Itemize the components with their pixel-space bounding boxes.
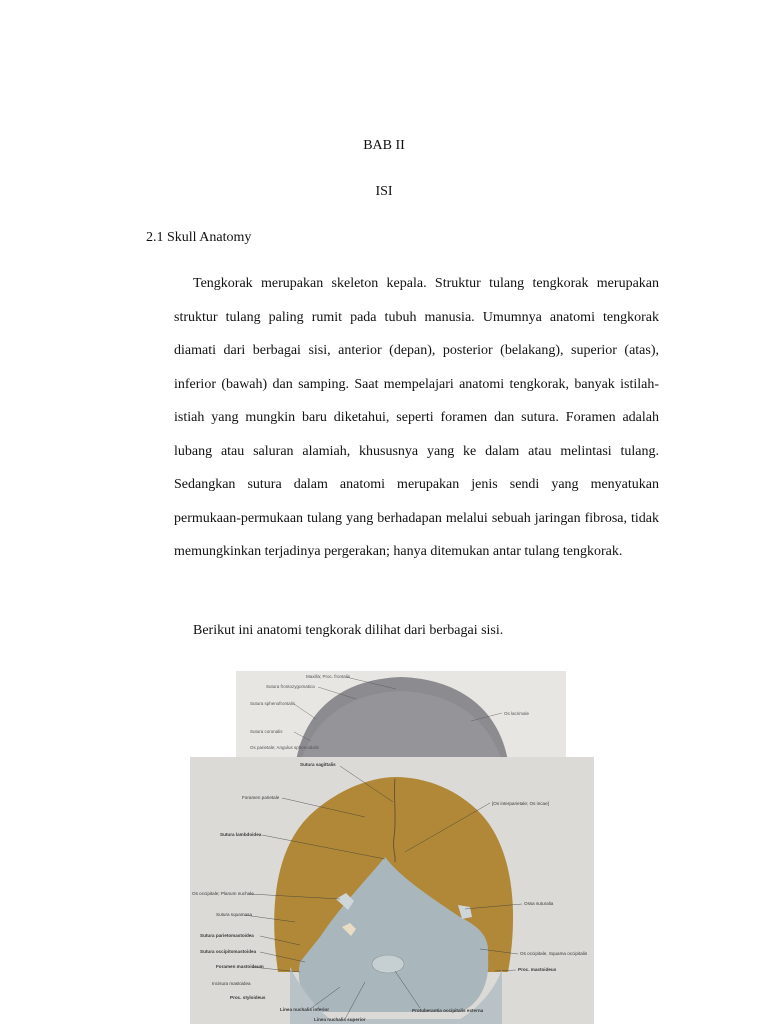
fig-bottom-label: Proc. mastoideus <box>518 967 557 972</box>
fig-top-label: Os parietale; Angulus sphenoidalis <box>250 745 320 750</box>
fig-bottom-label: Proc. styloideus <box>230 995 266 1000</box>
fig-bottom-label: Sutura parietomastoidea <box>200 933 254 938</box>
fig-bottom-label: [Os interparietale; Os incae] <box>492 801 549 806</box>
fig-bottom-label: Linea nuchalis inferior <box>280 1007 330 1012</box>
subsection-heading: 2.1 Skull Anatomy <box>146 230 252 245</box>
fig-bottom-label: Linea nuchalis superior <box>314 1017 366 1022</box>
fig-bottom-label: Ossa suturalia <box>524 901 554 906</box>
skull-figure-posterior <box>190 757 594 1024</box>
body-paragraph: Tengkorak merupakan skeleton kepala. Struktur tulang tengkorak merupakan struktur tulang paling rumit pada tubuh manusia. Umumnya anatomi tengkorak diamati dari berbagai sisi, anterior (depan), posterior (belakang), superior (atas), inferior (bawah) dan samping. Saat mempelajari anatomi tengkorak, banyak istilah-istiah yang mungkin baru diketahui, seperti foramen dan sutura. Foramen adalah lubang atau saluran alamiah, khususnya yang ke dalam atau melintasi tulang. Sedangkan sutura dalam anatomi merupakan jenis sendi yang menyatukan permukaan-permukaan tulang yang berhadapan melalui sebuah jaringan fibrosa, tidak memungkinkan terjadinya pergerakan; hanya ditemukan antar tulang tengkorak. <box>174 276 659 559</box>
section-title: ISI <box>375 184 393 199</box>
fig-bottom-label: Sutura sagittalis <box>300 762 336 767</box>
fig-bottom-label: Incisura mastoidea <box>212 981 251 986</box>
fig-top-label: Sutura coronalis <box>250 729 283 734</box>
fig-bottom-label: Protuberantia occipitalis externa <box>412 1008 484 1013</box>
skull-figure-anterior <box>236 671 566 761</box>
fig-bottom-label: Sutura lambdoidea <box>220 832 262 837</box>
fig-top-label: Sutura sphenofrontalis <box>250 701 296 706</box>
fig-bottom-label: Os occipitale; Planum nuchale <box>192 891 254 896</box>
fig-bottom-label: Os occipitale, Squama occipitalis <box>520 951 588 956</box>
fig-bottom-label: Foramen parietale <box>242 795 280 800</box>
fig-bottom-label: Sutura squamosa <box>216 912 253 917</box>
fig-bottom-label: Sutura occipitomastoidea <box>200 949 257 954</box>
fig-bottom-label: Foramen mastoideum <box>216 964 264 969</box>
figure-intro-text: Berikut ini anatomi tengkorak dilihat dari berbagai sisi. <box>193 623 504 638</box>
fig-top-label: Os lacrimale <box>504 711 530 716</box>
fig-top-label: Sutura frontozygomatica <box>266 684 315 689</box>
fig-top-label: Maxilla; Proc. frontalis <box>306 674 351 679</box>
chapter-label: BAB II <box>363 138 405 153</box>
